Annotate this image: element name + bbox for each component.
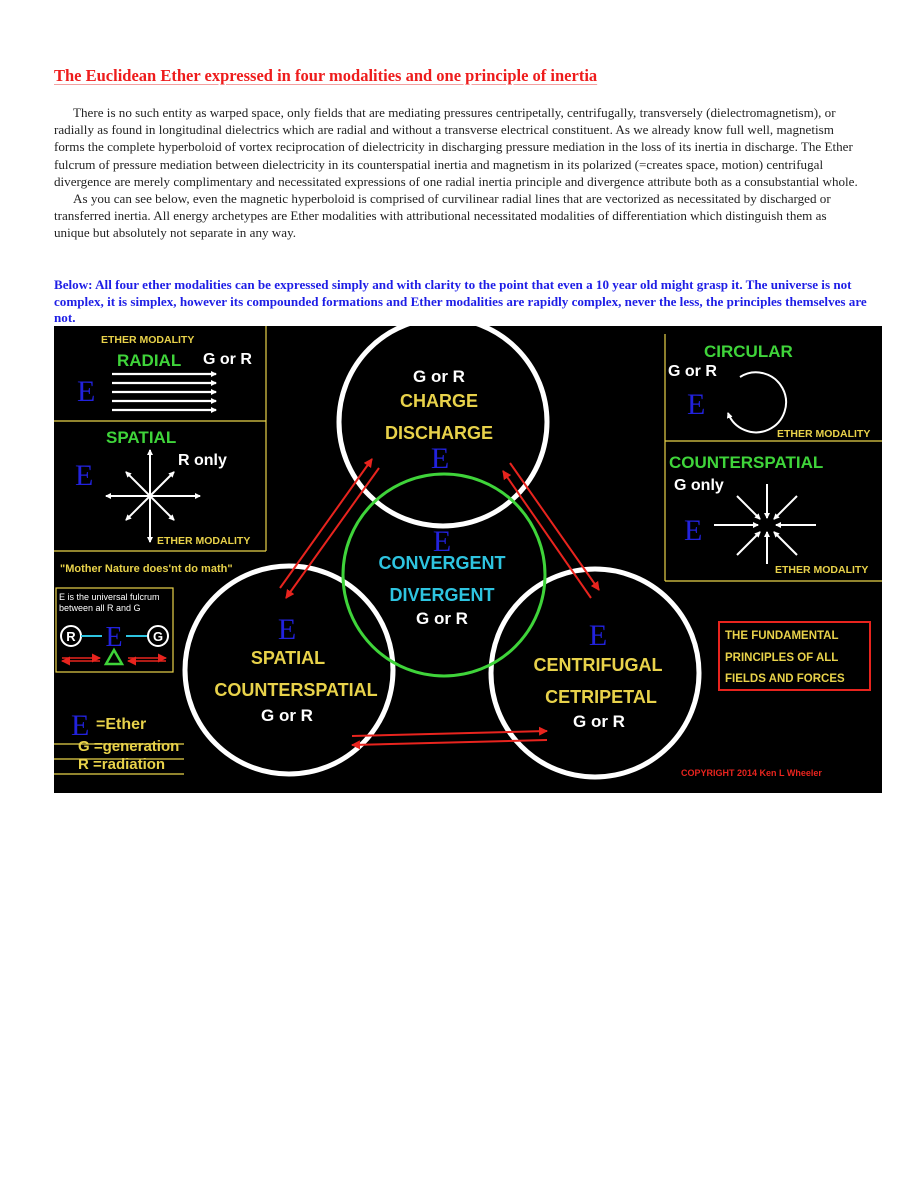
right-circle-sub: G or R xyxy=(573,712,625,731)
top-circle-sub: G or R xyxy=(413,367,465,386)
fulcrum-r: R xyxy=(66,629,76,644)
circular-arrow-icon xyxy=(728,372,786,432)
radial-arrows-icon xyxy=(112,374,216,410)
diagram-caption: Below: All four ether modalities can be expressed simply and with clarity to the point that even a 10 year old might grasp it. The universe is not complex, it is simplex, however its compounded formations and Ether modalities are rapidly complex, never the less, the principles themselves are not. xyxy=(54,277,867,326)
radial-e-label: E xyxy=(77,375,96,408)
radial-header: ETHER MODALITY xyxy=(101,334,195,346)
circular-footer: ETHER MODALITY xyxy=(777,428,871,440)
counterspatial-footer: ETHER MODALITY xyxy=(775,564,869,576)
copyright: COPYRIGHT 2014 Ken L Wheeler xyxy=(681,768,822,778)
top-circle-line1: CHARGE xyxy=(399,391,479,411)
circular-title: CIRCULAR xyxy=(704,342,793,361)
fundamental-line2: PRINCIPLES OF ALL xyxy=(725,652,839,664)
center-circle-sub: G or R xyxy=(416,609,468,628)
mother-nature-quote: "Mother Nature does'nt do math" xyxy=(60,563,233,575)
legend-e-symbol: E xyxy=(71,709,90,742)
circular-e-label: E xyxy=(687,388,706,421)
counterspatial-sub: G only xyxy=(674,477,724,494)
legend-ether: =Ether xyxy=(96,716,147,733)
circular-sub: G or R xyxy=(668,363,717,380)
radial-sub: G or R xyxy=(203,351,252,368)
spatial-counterspatial-circle xyxy=(185,566,393,774)
top-circle-line2: DISCHARGE xyxy=(384,423,494,443)
fulcrum-line2: between all R and G xyxy=(59,603,141,613)
fundamental-line1: THE FUNDAMENTAL xyxy=(725,630,839,642)
left-circle-line1: SPATIAL xyxy=(250,648,326,668)
fulcrum-red-arrows xyxy=(62,658,166,661)
legend-generation: G =generation xyxy=(78,738,180,755)
top-circle-e: E xyxy=(430,442,450,475)
paragraph: As you can see below, even the magnetic hyperboloid is comprised of curvilinear radial lines that are vectorized as necessitated by discharged or transferred inertia. All energy archetypes are Ether modalities with attributional necessitated modalities of differentiation which distinguish them as unique but absolutely not separate in any way. xyxy=(54,191,831,241)
right-circle-line1: CENTRIFUGAL xyxy=(533,655,663,675)
fulcrum-g: G xyxy=(152,629,164,644)
ether-modalities-diagram xyxy=(54,326,882,793)
body-text xyxy=(54,104,864,242)
fulcrum-line1: E is the universal fulcrum xyxy=(59,592,160,602)
right-circle-e: E xyxy=(588,619,608,652)
spatial-sub: R only xyxy=(178,452,227,469)
convergent-divergent-circle xyxy=(343,474,545,676)
spatial-title: SPATIAL xyxy=(106,428,177,447)
legend-radiation: R =radiation xyxy=(78,756,166,773)
spatial-e-label: E xyxy=(75,459,94,492)
right-circle-line2: CETRIPETAL xyxy=(545,687,657,707)
center-circle-line2: DIVERGENT xyxy=(389,585,495,605)
left-circle-sub: G or R xyxy=(261,706,313,725)
left-circle-e: E xyxy=(277,613,297,646)
counterspatial-title: COUNTERSPATIAL xyxy=(669,453,824,472)
center-circle-line1: CONVERGENT xyxy=(378,553,506,573)
fulcrum-e: E xyxy=(105,622,123,653)
center-circle-e: E xyxy=(432,525,452,558)
counterspatial-e-label: E xyxy=(684,514,703,547)
left-circle-line2: COUNTERSPATIAL xyxy=(214,680,378,700)
counterspatial-convergent-arrows-icon xyxy=(714,484,816,564)
fundamental-line3: FIELDS AND FORCES xyxy=(725,673,845,685)
document-title: The Euclidean Ether expressed in four modalities and one principle of inertia xyxy=(54,66,598,85)
paragraph: There is no such entity as warped space, only fields that are mediating pressures centripetally, centrifugally, transversely (dielectromagnetism), or radially as found in longitudinal dielectrics which are radial and without a transverse electrical constituent. As we already know full well, magnetism forms the complete hyperboloid of vortex reciprocation of dielectricity in discharging pressure mediation in the loss of its inertia in discharge. The Ether fulcrum of pressure mediation between dielectricity in its counterspatial inertia and magnetism in its polarized (=creates space, motion) centrifugal divergence are merely complimentary and necessitated expressions of one radial inertia principle and divergence attribute both as a consubstantial whole. xyxy=(54,105,858,189)
spatial-footer: ETHER MODALITY xyxy=(157,535,251,547)
radial-title: RADIAL xyxy=(117,351,182,370)
